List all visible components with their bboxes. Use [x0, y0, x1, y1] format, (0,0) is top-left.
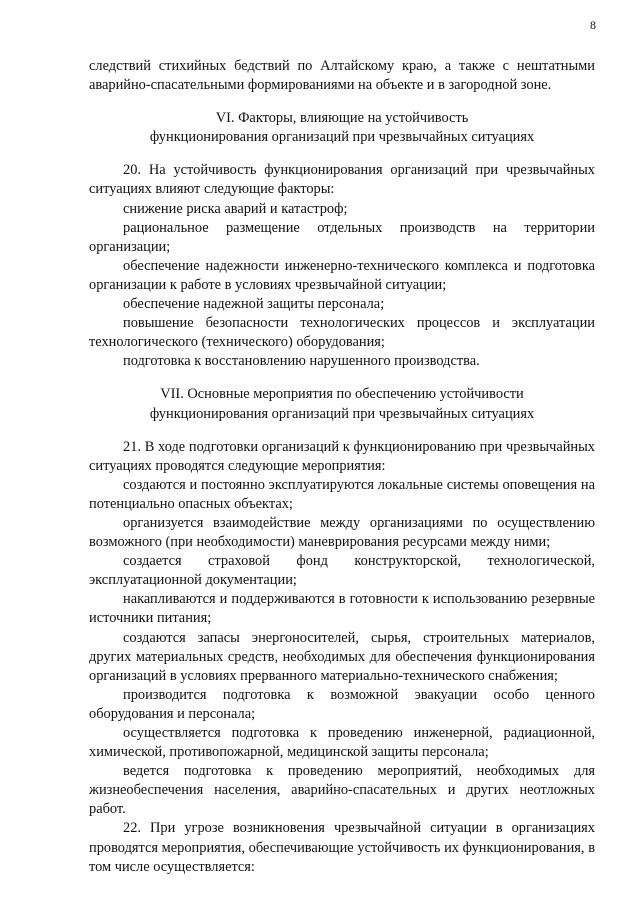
section-7-title-line-2: функционирования организаций при чрезвычайных ситуациях: [149, 405, 535, 422]
section-7-paragraph: ведется подготовка к проведению мероприятий, необходимых для жизнеобеспечения населения, аварийно-спасательных и других неотложных работ.: [89, 763, 595, 818]
spacer: [89, 371, 595, 385]
section-7-paragraph: 22. При угрозе возникновения чрезвычайной ситуации в организациях проводятся мероприятия, обеспечивающие устойчивость их функционирования, в том числе осуществляется:: [89, 820, 595, 875]
section-6-heading: [89, 109, 595, 147]
section-6-paragraph: 20. На устойчивость функционирования организаций при чрезвычайных ситуациях влияют следующие факторы:: [89, 162, 595, 198]
spacer: [89, 95, 595, 109]
section-6-title-line-1: VI. Факторы, влияющие на устойчивость: [215, 110, 469, 127]
section-6-paragraph: обеспечение надежной защиты персонала;: [123, 296, 385, 313]
section-7-paragraph: накапливаются и поддерживаются в готовности к использованию резервные источники питания;: [89, 591, 595, 627]
section-6-paragraph: снижение риска аварий и катастроф;: [123, 200, 348, 217]
section-7-paragraph: организуется взаимодействие между организациями по осуществлению возможного (при необходимости) маневрирования ресурсами между ними;: [89, 514, 595, 551]
spacer: [89, 424, 595, 438]
page-body: [89, 57, 595, 877]
section-6-paragraph: подготовка к восстановлению нарушенного производства.: [123, 353, 480, 370]
section-7-title-line-1: VII. Основные мероприятия по обеспечению устойчивости: [160, 386, 524, 403]
spacer: [89, 147, 595, 161]
section-6-paragraph: повышение безопасности технологических процессов и эксплуатации технологического (технического) оборудования;: [89, 315, 595, 351]
section-7-heading: [89, 385, 595, 423]
section-6-paragraph: обеспечение надежности инженерно-технического комплекса и подготовка организации к работе в условиях чрезвычайной ситуации;: [89, 257, 595, 293]
section-6-paragraph: рациональное размещение отдельных производств на территории организации;: [89, 219, 595, 255]
section-7-paragraph: 21. В ходе подготовки организаций к функционированию при чрезвычайных ситуациях проводятся следующие мероприятия:: [89, 438, 595, 474]
section-7-paragraph: осуществляется подготовка к проведению инженерной, радиационной, химической, противопожарной, медицинской защиты персонала;: [89, 725, 595, 761]
section-7-paragraph: производится подготовка к возможной эвакуации особо ценного оборудования и персонала;: [89, 686, 595, 722]
section-7-paragraph: создается страховой фонд конструкторской, технологической, эксплуатационной документации;: [89, 553, 595, 589]
page-number: 8: [590, 18, 596, 32]
intro-paragraph: следствий стихийных бедствий по Алтайскому краю, а также с нештатными аварийно-спасательными формированиями на объекте и в загородной зоне.: [89, 58, 595, 94]
section-6-title-line-2: функционирования организаций при чрезвычайных ситуациях: [149, 129, 535, 146]
section-7-paragraph: создаются запасы энергоносителей, сырья, строительных материалов, других материальных средств, необходимых для обеспечения функционирования организаций в условиях прерванного материально-технического снабжения;: [89, 629, 595, 684]
section-7-paragraph: создаются и постоянно эксплуатируются локальные системы оповещения на потенциально опасных объектах;: [89, 476, 595, 512]
